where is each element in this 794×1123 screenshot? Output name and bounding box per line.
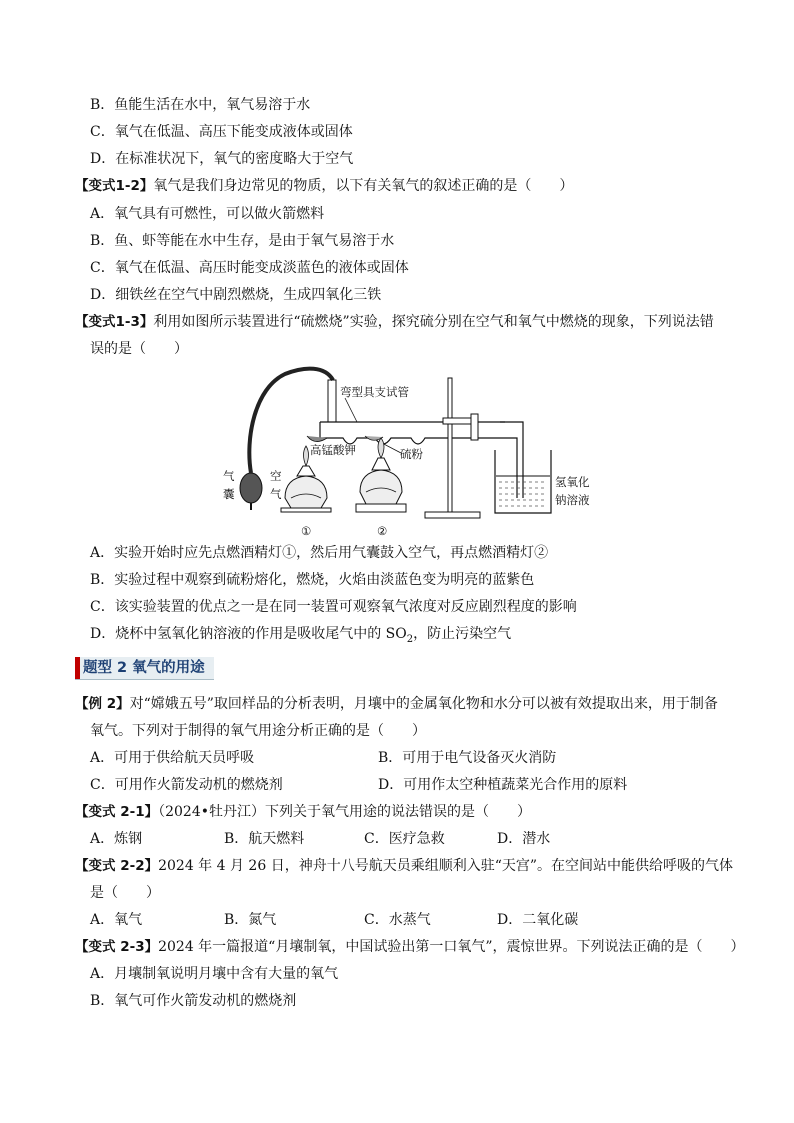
option-d: D．在标准状况下，氧气的密度略大于空气 xyxy=(90,151,354,167)
option-c: C．该实验装置的优点之一是在同一装置可观察氧气浓度对反应剧烈程度的影响 xyxy=(90,599,577,615)
example-2 xyxy=(75,694,718,714)
option-c: C．氧气在低温、高压时能变成淡蓝色的液体或固体 xyxy=(90,260,409,276)
lamp-2-label: ② xyxy=(377,524,388,538)
question-2-1 xyxy=(75,802,531,822)
naoh-label-1: 氢氧化 xyxy=(555,475,590,489)
naoh-label-2: 钠溶液 xyxy=(555,493,590,507)
sulfur-label: 硫粉 xyxy=(400,447,423,461)
section-title: 题型 2 氧气的用途 xyxy=(83,660,205,676)
option-c: C．可用作火箭发动机的燃烧剂 xyxy=(90,777,283,793)
question-tag: 【变式1-3】 xyxy=(75,314,154,330)
question-stem: 利用如图所示装置进行“硫燃烧”实验，探究硫分别在空气和氧气中燃烧的现象，下列说法错 xyxy=(153,314,714,330)
kmno4-label: 高锰酸钾 xyxy=(310,443,356,457)
subscript: 2 xyxy=(406,633,414,645)
option-c: C．医疗急救 xyxy=(364,831,445,847)
option-b: B．航天燃料 xyxy=(224,831,305,847)
lamp-1-label: ① xyxy=(301,524,312,538)
option-a: A．氧气具有可燃性，可以做火箭燃料 xyxy=(90,206,325,222)
bag-label-2: 囊 xyxy=(223,487,235,501)
air-label-1: 空 xyxy=(270,469,282,483)
question-tag: 【变式 2-1】 xyxy=(75,804,159,820)
option-b: B．实验过程中观察到硫粉熔化，燃烧，火焰由淡蓝色变为明亮的蓝紫色 xyxy=(90,572,535,588)
option-c: C．水蒸气 xyxy=(364,912,431,928)
option-a: A．可用于供给航天员呼吸 xyxy=(90,750,255,766)
question-stem: 2024 年 4 月 26 日，神舟十八号航天员乘组顺利入驻“天宫”。在空间站中能供给呼吸的气体 xyxy=(158,858,734,874)
air-bag xyxy=(240,473,262,503)
option-d: D．二氧化碳 xyxy=(497,912,579,928)
option-d-text-end: ，防止污染空气 xyxy=(413,626,512,642)
option-b: B．氧气可作火箭发动机的燃烧剂 xyxy=(90,993,297,1009)
question-2-3 xyxy=(75,937,745,957)
air-label-2: 气 xyxy=(270,487,282,501)
question-stem: 2024 年一篇报道“月壤制氧，中国试验出第一口氧气”，震惊世界。下列说法正确的是（ ） xyxy=(158,939,745,955)
question-stem-continued: 误的是（ ） xyxy=(90,341,188,357)
section-marker xyxy=(75,657,80,679)
question-1-3 xyxy=(75,312,714,332)
question-2-2 xyxy=(75,856,733,876)
option-a: A．实验开始时应先点燃酒精灯①，然后用气囊鼓入空气，再点燃酒精灯② xyxy=(90,545,549,561)
question-tag: 【例 2】 xyxy=(75,696,130,712)
question-tag: 【变式1-2】 xyxy=(75,178,154,194)
option-a: A．氧气 xyxy=(90,912,143,928)
question-stem-continued: 氧气。下列对于制得的氧气用途分析正确的是（ ） xyxy=(90,723,426,739)
tube-label: 弯型具支试管 xyxy=(340,385,409,399)
option-d: D．可用作太空种植蔬菜光合作用的原料 xyxy=(378,777,628,793)
option-a: A．炼钢 xyxy=(90,831,143,847)
question-stem-continued: 是（ ） xyxy=(90,885,160,901)
option-d: D．细铁丝在空气中剧烈燃烧，生成四氧化三铁 xyxy=(90,287,382,303)
option-d: D．潜水 xyxy=(497,831,551,847)
experiment-apparatus-figure xyxy=(215,358,605,540)
option-b: B．鱼、虾等能在水中生存，是由于氧气易溶于水 xyxy=(90,233,395,249)
question-1-2 xyxy=(75,176,573,196)
question-stem: 对“嫦娥五号”取回样品的分析表明，月壤中的金属氧化物和水分可以被有效提取出来，用于制备 xyxy=(129,696,718,712)
question-tag: 【变式 2-2】 xyxy=(75,858,159,874)
bag-label-1: 气 xyxy=(223,469,235,483)
option-a: A．月壤制氧说明月壤中含有大量的氧气 xyxy=(90,966,339,982)
question-stem: （2024•牡丹江）下列关于氧气用途的说法错误的是（ ） xyxy=(158,804,531,820)
option-b: B．可用于电气设备灭火消防 xyxy=(378,750,557,766)
option-d-text: D．烧杯中氢氧化钠溶液的作用是吸收尾气中的 SO xyxy=(90,626,407,642)
question-stem: 氧气是我们身边常见的物质，以下有关氧气的叙述正确的是（ ） xyxy=(153,178,574,194)
question-tag: 【变式 2-3】 xyxy=(75,939,159,955)
option-d xyxy=(90,624,511,650)
option-c: C．氧气在低温、高压下能变成液体或固体 xyxy=(90,124,353,140)
option-b: B．氮气 xyxy=(224,912,277,928)
option-b: B．鱼能生活在水中，氧气易溶于水 xyxy=(90,97,311,113)
section-header xyxy=(75,657,214,680)
